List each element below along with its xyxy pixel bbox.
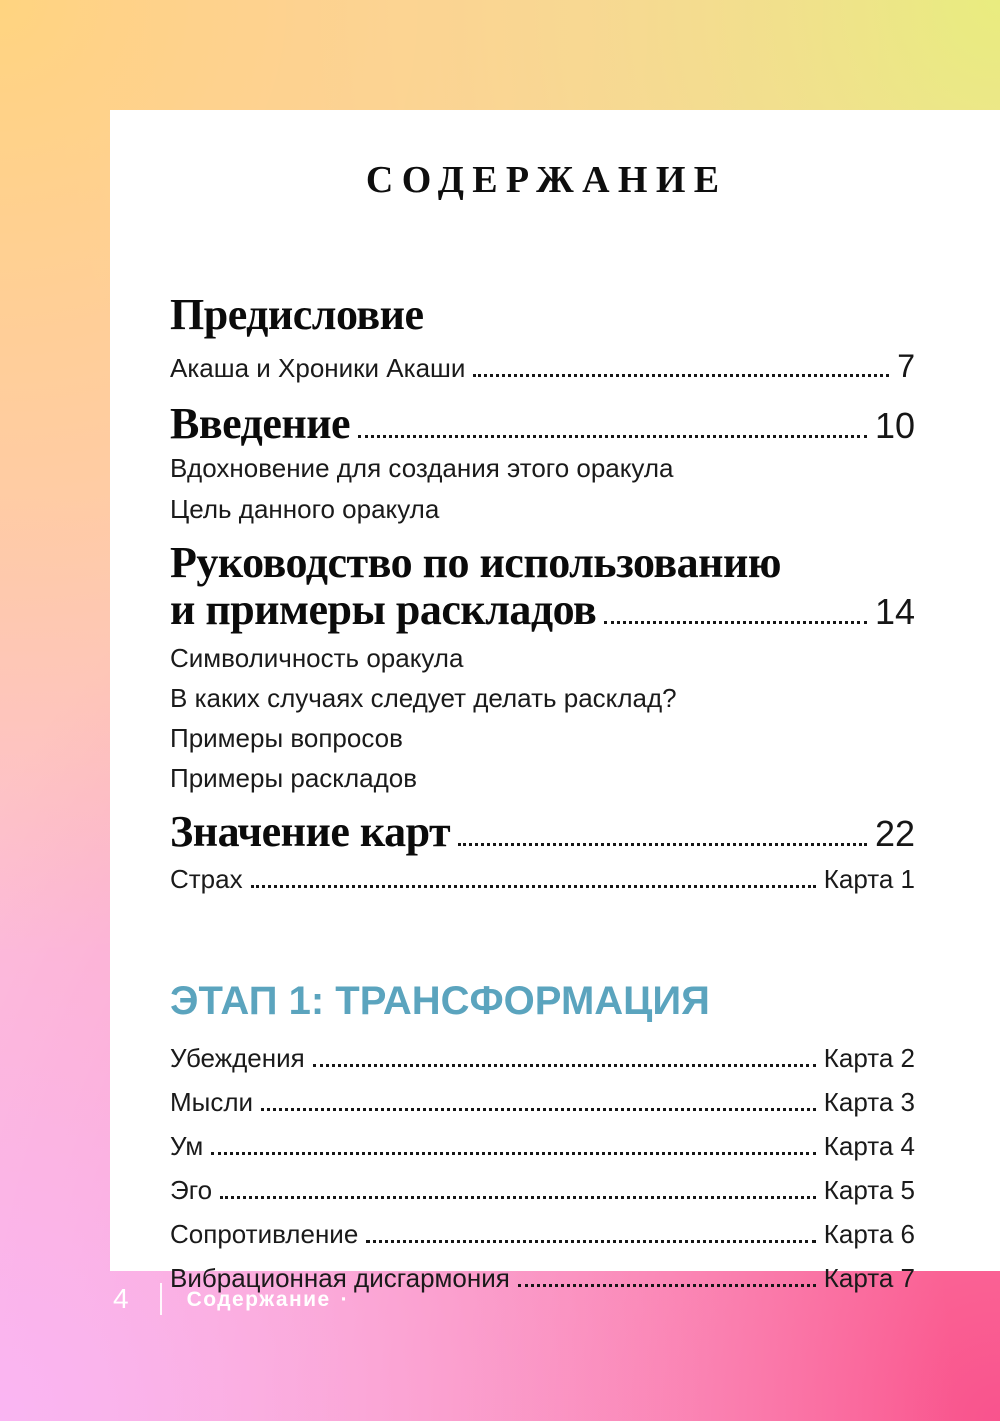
- stage-heading: ЭТАП 1: ТРАНСФОРМАЦИЯ: [170, 978, 710, 1023]
- dot-leader: [251, 885, 816, 888]
- toc-entry: [170, 1131, 915, 1162]
- toc-entry-page: 7: [897, 348, 915, 385]
- footer-section-label: Содержание: [186, 1287, 331, 1311]
- toc-entry-page: Карта 2: [823, 1042, 915, 1073]
- toc-heading-row-meanings: [170, 806, 915, 856]
- toc-entry-label: Акаша и Хроники Акаши: [170, 353, 466, 384]
- footer-bullet: ·: [340, 1287, 348, 1311]
- toc-subentry: Символичность оракула: [170, 642, 464, 673]
- dot-leader: [358, 435, 867, 438]
- dot-leader: [518, 1284, 816, 1287]
- toc-heading-row-intro: [170, 401, 915, 448]
- toc-entry-label: Эго: [170, 1174, 213, 1205]
- toc-entry-page: Карта 1: [823, 863, 915, 894]
- toc-entry: [170, 1175, 915, 1206]
- toc-heading-page: 14: [874, 590, 915, 632]
- toc-entry-page: Карта 4: [823, 1130, 915, 1161]
- dot-leader: [458, 843, 867, 846]
- dot-leader: [313, 1064, 816, 1067]
- dot-leader: [604, 621, 867, 624]
- toc-subentry: Вдохновение для создания этого оракула: [170, 453, 674, 484]
- toc-heading-page: 22: [874, 812, 915, 854]
- toc-heading-page: 10: [874, 405, 915, 447]
- toc-entry-label: Вибрационная дисгармония: [170, 1262, 510, 1293]
- dot-leader: [211, 1152, 816, 1155]
- toc-heading-row-guide: [170, 584, 915, 634]
- toc-entry: [170, 864, 915, 895]
- toc-heading-preface: Предисловие: [170, 289, 424, 339]
- toc-heading-meanings: Значение карт: [170, 806, 451, 856]
- toc-entry-label: Страх: [170, 863, 243, 894]
- dot-leader: [473, 374, 889, 377]
- toc-entry: [170, 348, 915, 385]
- toc-heading-guide-line1: Руководство по использованию: [170, 538, 781, 588]
- toc-entry: [170, 1219, 915, 1250]
- toc-heading-guide-line2: и примеры раскладов: [170, 584, 597, 634]
- toc-entry-label: Мысли: [170, 1086, 254, 1117]
- content-sheet: [110, 110, 1000, 1293]
- toc-subentry: Цель данного оракула: [170, 494, 440, 525]
- toc-entry-page: Карта 5: [823, 1174, 915, 1205]
- toc-entry-label: Ум: [170, 1130, 204, 1161]
- toc-entry-label: Сопротивление: [170, 1218, 359, 1249]
- page-footer: [113, 1283, 348, 1315]
- toc-entry-page: Карта 6: [823, 1218, 915, 1249]
- footer-separator: [160, 1283, 162, 1315]
- footer-page-number: 4: [113, 1283, 129, 1314]
- toc-subentry: В каких случаях следует делать расклад?: [170, 682, 677, 713]
- toc-subentry: Примеры вопросов: [170, 722, 403, 753]
- toc-subentry: Примеры раскладов: [170, 762, 418, 793]
- toc-heading-intro: Введение: [170, 399, 351, 449]
- page-title: СОДЕРЖАНИЕ: [365, 159, 728, 201]
- toc-entry-label: Убеждения: [170, 1042, 305, 1073]
- toc-entry-page: Карта 3: [823, 1086, 915, 1117]
- toc-entry: [170, 1087, 915, 1118]
- toc-entry-page: Карта 7: [823, 1262, 915, 1293]
- toc-entry: [170, 1043, 915, 1074]
- dot-leader: [261, 1108, 816, 1111]
- dot-leader: [220, 1196, 816, 1199]
- dot-leader: [366, 1240, 815, 1243]
